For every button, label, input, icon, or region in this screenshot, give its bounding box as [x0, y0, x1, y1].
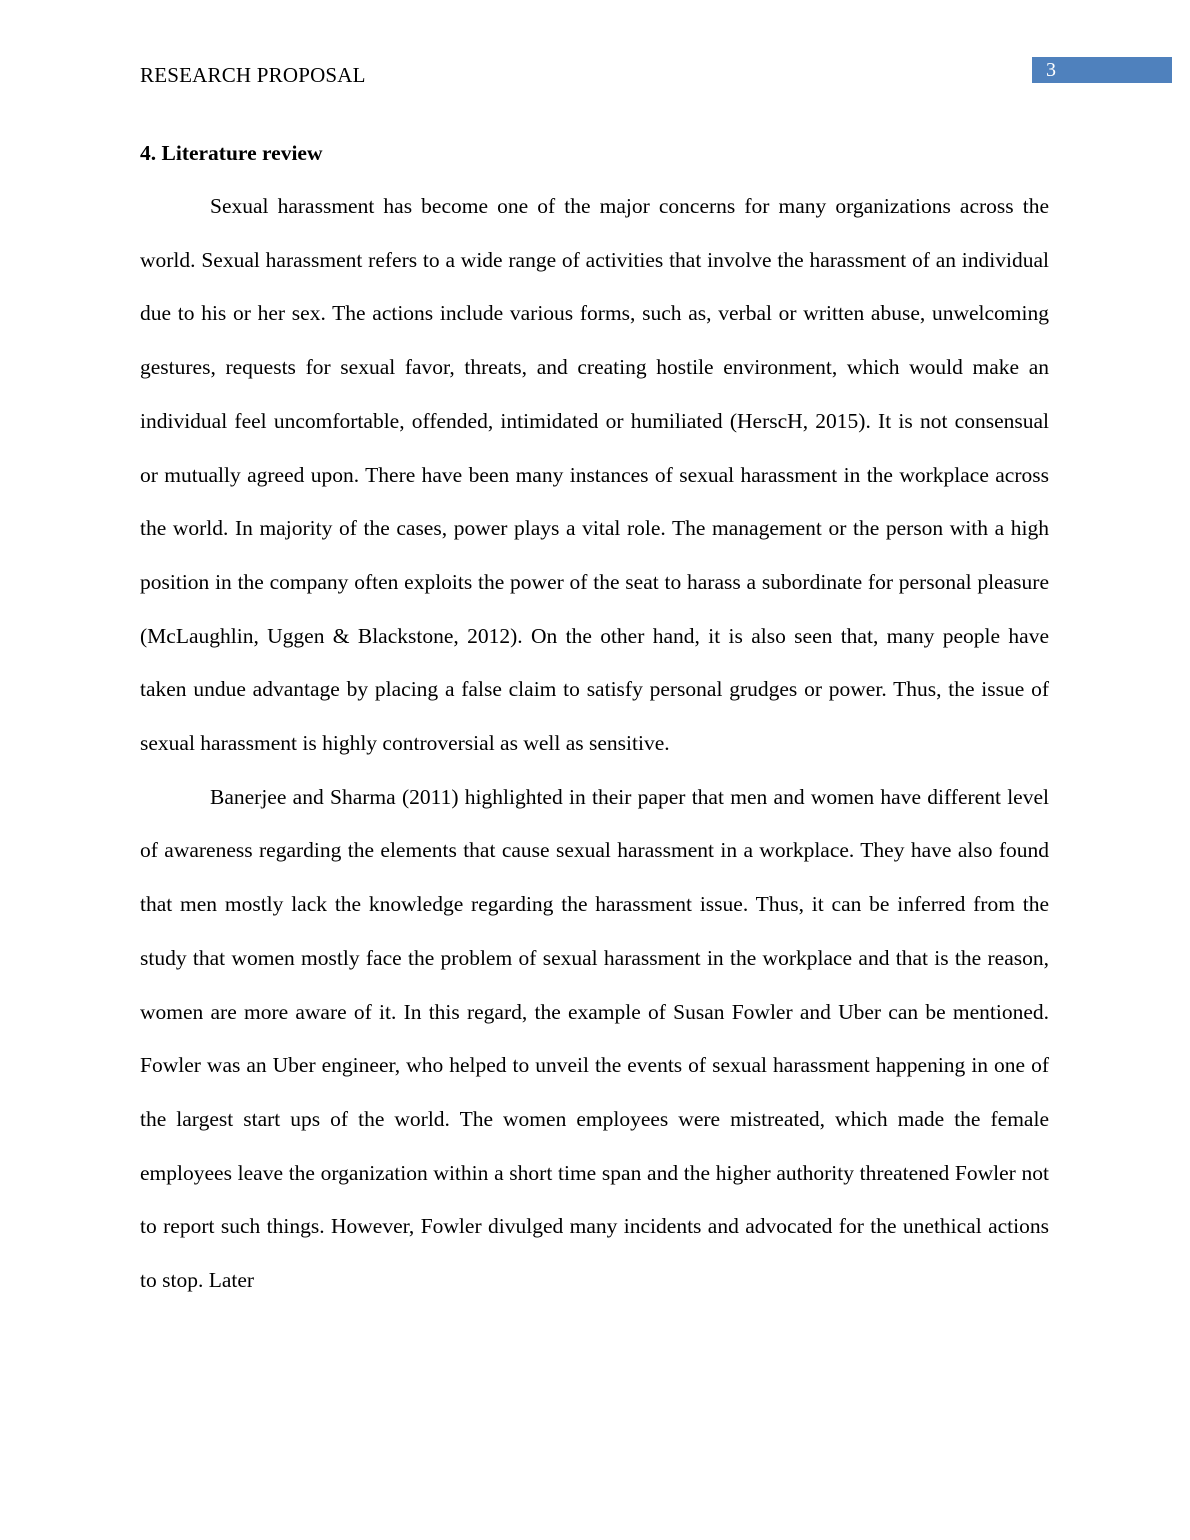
section-heading: 4. Literature review	[140, 141, 323, 165]
page-number-box	[1032, 57, 1172, 83]
document-body	[140, 126, 1049, 1308]
running-head: RESEARCH PROPOSAL	[140, 63, 366, 87]
page-number: 3	[1046, 59, 1056, 81]
body-paragraph: Sexual harassment has become one of the major concerns for many organizations across the world. Sexual harassment refers to a wide range of activities that involve the harassment of an individual due to his or her sex. The actions include various forms, such as, verbal or written abuse, unwelcoming gestures, requests for sexual favor, threats, and creating hostile environment, which would make an individual feel uncomfortable, offended, intimidated or humiliated (HerscH, 2015). It is not consensual or mutually agreed upon. There have been many instances of sexual harassment in the workplace across the world. In majority of the cases, power plays a vital role. The management or the person with a high position in the company often exploits the power of the seat to harass a subordinate for personal pleasure (McLaughlin, Uggen & Blackstone, 2012). On the other hand, it is also seen that, many people have taken undue advantage by placing a false claim to satisfy personal grudges or power. Thus, the issue of sexual harassment is highly controversial as well as sensitive.	[140, 194, 1049, 756]
body-paragraph: Banerjee and Sharma (2011) highlighted in their paper that men and women have different level of awareness regarding the elements that cause sexual harassment in a workplace. They have also found that men mostly lack the knowledge regarding the harassment issue. Thus, it can be inferred from the study that women mostly face the problem of sexual harassment in the workplace and that is the reason, women are more aware of it. In this regard, the example of Susan Fowler and Uber can be mentioned. Fowler was an Uber engineer, who helped to unveil the events of sexual harassment happening in one of the largest start ups of the world. The women employees were mistreated, which made the female employees leave the organization within a short time span and the higher authority threatened Fowler not to report such things. However, Fowler divulged many incidents and advocated for the unethical actions to stop. Later	[140, 784, 1049, 1293]
